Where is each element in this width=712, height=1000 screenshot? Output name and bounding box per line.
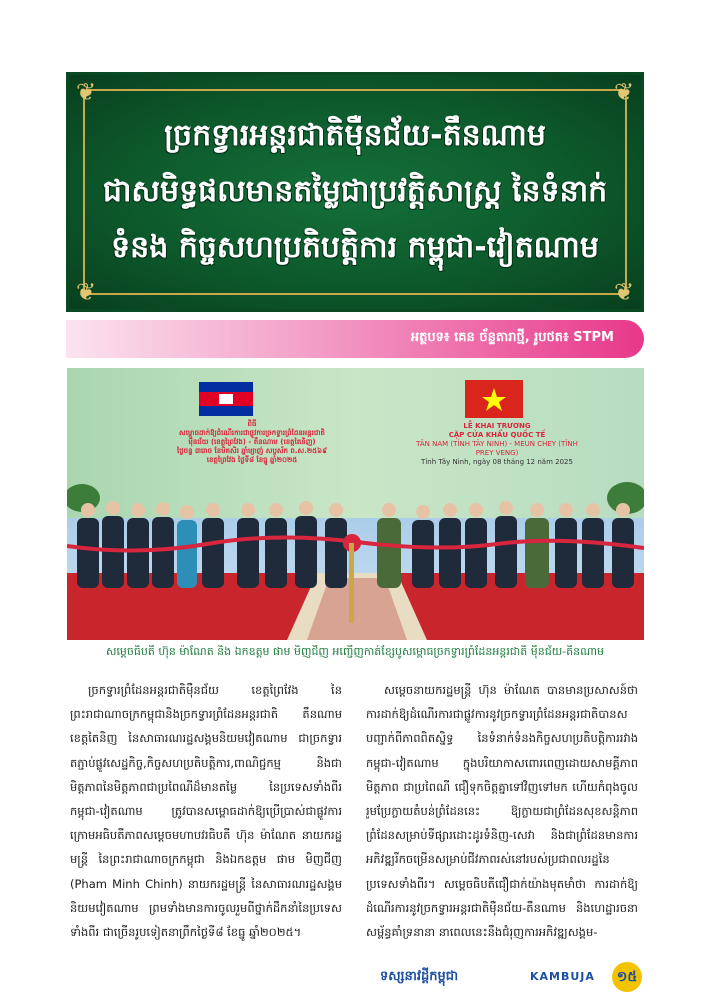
page-number: ១៥ xyxy=(612,962,642,992)
photo-caption: សម្តេចធិបតី ហ៊ុន ម៉ាណែត និង ឯកឧត្តម ផាម មិញជីញ អញ្ជើញកាត់ខ្សែបូសម្ពោធច្រកទ្វារព្រំដែនអន្តរជាតិ ម៉ឺនជ័យ-តឹនណាម xyxy=(105,645,605,658)
banner-right-line: TÂN NAM (TỈNH TÂY NINH) - MEUN CHEY (TỈNH PREY VENG) xyxy=(416,440,578,457)
body-paragraph: សម្តេចនាយករដ្ឋមន្ត្រី ហ៊ុន ម៉ាណែត បានមានប្រសាសន៍ថា ការដាក់ឱ្យដំណើរការជាផ្លូវការនូវច្រកទ្វារព្រំដែនអន្តរជាតិបានសបញ្ជាក់ពីភាពពិតស្និទ្ធ នៃទំនាក់ទំនងកិច្ចសហប្រតិបត្តិការរវាងកម្ពុជា-វៀតណាម ក្នុងបរិយាកាសពោរពេញដោយសាមគ្គីភាព មិត្តភាព ជាប្រពៃណី ជឿទុកចិត្តគ្នាទៅវិញទៅមក ហើយកំពុងចូលរួមប្រែក្លាយតំបន់ព្រំដែននេះ ឱ្យក្លាយជាព្រំដែនសុខសន្តិភាព ព្រំដែនសម្រាប់ទីផ្សារដោះដូរទំនិញ-សេវា និងជាព្រំដែនមានការអភិវឌ្ឍរីកចម្រើនសម្រាប់ជីវភាពរស់នៅរបស់ប្រជាពលរដ្ឋនៃប្រទេសទាំងពីរ។ សម្តេចធិបតីជឿជាក់យ៉ាងមុតមាំថា ការដាក់ឱ្យដំណើរការនូវច្រកទ្វារអន្តរជាតិម៉ឺនជ័យ-តឹនណាម និងហេដ្ឋារចនាសម្ព័ន្ធគាំទ្រនានា នាពេលនេះនឹងជំរុញការអភិវឌ្ឍសង្គម- xyxy=(366,683,638,940)
body-column-left xyxy=(70,678,342,950)
ornament-icon: ❦ xyxy=(75,278,97,306)
ornament-icon: ❦ xyxy=(613,278,635,306)
page-footer xyxy=(380,962,642,992)
magazine-name-khmer: ទស្សនាវដ្តីកម្ពុជា xyxy=(380,969,459,984)
banner-right-line: LỄ KHAI TRƯƠNG xyxy=(463,422,531,430)
banner-left-line: ខេត្តព្រៃវែង ថ្ងៃទី៨ ខែធ្នូ ឆ្នាំ២០២៥ xyxy=(206,456,298,464)
magazine-name-english: KAMBUJA xyxy=(530,970,595,983)
ceremony-photo-illustration xyxy=(67,368,644,640)
title-line: ជាសមិទ្ធផលមានតម្លៃជាប្រវត្តិសាស្ត្រ នៃទំនាក់ xyxy=(102,174,608,209)
banner-left-line: ពិធី xyxy=(247,420,257,428)
ceremony-photo xyxy=(67,368,644,640)
body-paragraph: ច្រកទ្វារព្រំដែនអន្តរជាតិម៉ឺនជ័យ ខេត្តព្រៃវែង នៃព្រះរាជាណាចក្រកម្ពុជានិងច្រកទ្វារព្រំដែនអន្តរជាតិ តឹនណាម ខេត្តតៃនិញ នៃសាធារណរដ្ឋសង្គមនិយមវៀតណាម ជាច្រកទ្វារតភ្ជាប់ផ្លូវសេដ្ឋកិច្ច,កិច្ចសហប្រតិបត្តិការ,ពាណិជ្ជកម្ម និងជាមិត្តភាពនៃមិត្តភាពជាប្រពៃណីដ៏មានតម្លៃ នៃប្រទេសទាំងពីរកម្ពុជា-វៀតណាម ត្រូវបានសម្ពោធដាក់ឱ្យប្រើប្រាស់ជាផ្លូវការក្រោមអធិបតីភាពសម្តេចមហាបវរធិបតី ហ៊ុន ម៉ាណែត នាយករដ្ឋមន្ត្រី នៃព្រះរាជាណាចក្រកម្ពុជា និងឯកឧត្តម ផាម មិញជីញ (Pham Minh Chinh) នាយករដ្ឋមន្ត្រី នៃសាធារណរដ្ឋសង្គមនិយមវៀតណាម ព្រមទាំងមានការចូលរួមពីថ្នាក់ដឹកនាំនៃប្រទេសទាំងពីរ ជាច្រើនរូបទៀតនាព្រឹកថ្ងៃទី៨ ខែធ្នូ ឆ្នាំ២០២៥។ xyxy=(70,683,342,940)
title-line: ទំនង កិច្ចសហប្រតិបត្តិការ កម្ពុជា-វៀតណាម xyxy=(111,230,599,265)
body-column-right xyxy=(366,678,638,950)
banner-right-text xyxy=(407,422,587,467)
banner-left-line: ថ្ងៃចន្ទ ៣រោច ខែមិគសិរ ឆ្នាំម្សាញ់ សប្តស័ក ព.ស.២៥៦៩ xyxy=(176,447,328,455)
ornament-icon: ❦ xyxy=(613,78,635,106)
author-bar xyxy=(66,320,644,358)
article-title xyxy=(102,105,608,279)
banner-right-line: Tỉnh Tây Ninh, ngày 08 tháng 12 năm 2025 xyxy=(421,458,573,466)
title-banner xyxy=(66,72,644,312)
title-line: ច្រកទ្វារអន្តរជាតិម៉ឺនជ័យ-តឹនណាម xyxy=(164,118,546,153)
banner-left-line: សម្ពោធដាក់ឱ្យដំណើរការជាផ្លូវការច្រកទ្វារព្រំដែនអន្តរជាតិ xyxy=(179,429,325,437)
ornament-icon: ❦ xyxy=(75,78,97,106)
banner-left-text xyxy=(147,420,357,465)
banner-left-line: ម៉ឺនជ័យ (ខេត្តព្រៃវែង) - តឹនណាម (ខេត្តតៃនិញ) xyxy=(188,438,316,446)
banner-right-line: CẶP CỬA KHẨU QUỐC TẾ xyxy=(448,431,546,439)
author-credit: អត្ថបទ៖ គេន ច័ន្ទតារាថ្មី, រូបថត៖ STPM xyxy=(410,330,614,345)
